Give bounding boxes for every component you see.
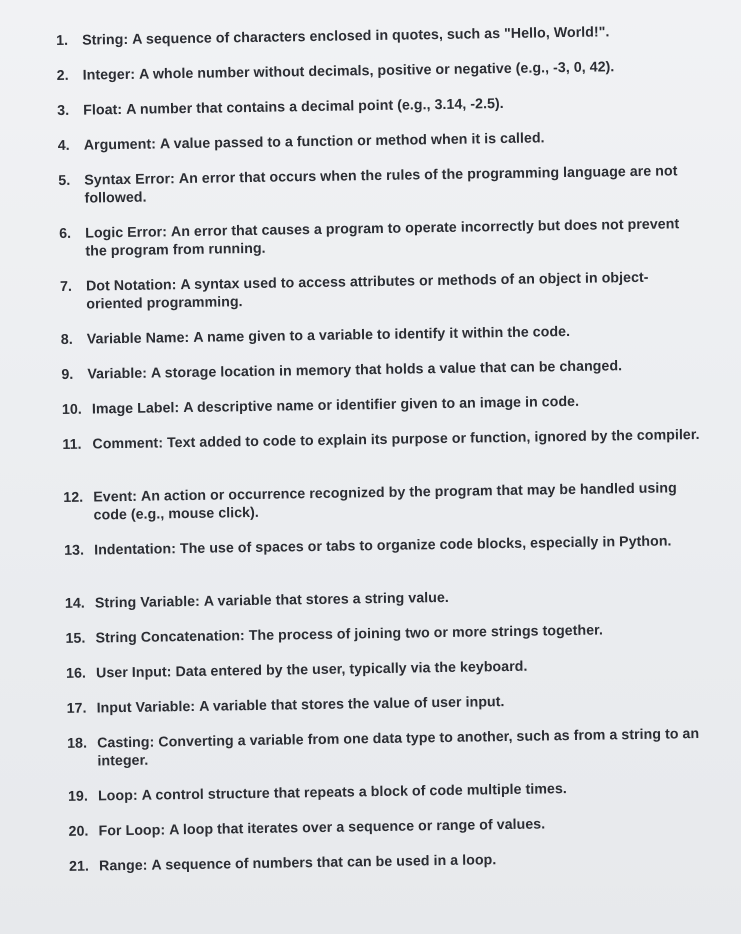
item-number: 21. bbox=[68, 858, 90, 875]
item-definition: The process of joining two or more strings together. bbox=[248, 622, 604, 645]
item-term: User Input : bbox=[96, 664, 172, 681]
item-number: 8. bbox=[60, 331, 73, 348]
item-definition: A control structure that repeats a block of code multiple times. bbox=[141, 781, 567, 804]
item-definition: A name given to a variable to identify it within the code. bbox=[193, 323, 571, 346]
item-number: 16. bbox=[65, 665, 87, 682]
item-number: 3. bbox=[57, 102, 70, 119]
item-number: 12. bbox=[63, 489, 84, 506]
item-number: 13. bbox=[64, 542, 85, 559]
item-term: Syntax Error : bbox=[84, 171, 175, 188]
item-term: Image Label : bbox=[92, 400, 180, 417]
item-definition: A descriptive name or identifier given to an image in code. bbox=[183, 393, 580, 417]
item-term: Loop : bbox=[98, 788, 138, 805]
item-term: Dot Notation : bbox=[86, 277, 177, 294]
item-number: 9. bbox=[61, 366, 74, 383]
item-term: Range : bbox=[99, 858, 148, 875]
item-definition: A variable that stores a string value. bbox=[203, 589, 449, 610]
item-term: Argument : bbox=[84, 136, 156, 153]
item-number: 15. bbox=[65, 630, 86, 647]
item-definition: A sequence of numbers that can be used in a loop. bbox=[151, 852, 497, 874]
item-definition: A whole number without decimals, positive or negative (e.g., -3, 0, 42). bbox=[138, 59, 615, 83]
item-number: 1. bbox=[56, 32, 69, 49]
item-number: 10. bbox=[61, 401, 82, 418]
item-definition: A storage location in memory that holds a value that can be changed. bbox=[150, 358, 623, 382]
glossary-sheet bbox=[56, 22, 709, 893]
item-definition: Text added to code to explain its purpose or function, ignored by the compiler. bbox=[166, 426, 700, 452]
item-number: 14. bbox=[64, 595, 85, 612]
item-definition: An error that causes a program to operate incorrectly but does not prevent the program from running. bbox=[85, 216, 680, 260]
item-term: String Concatenation : bbox=[95, 628, 244, 646]
item-number: 4. bbox=[57, 137, 70, 154]
item-number: 6. bbox=[59, 225, 72, 242]
item-term: String Variable : bbox=[95, 594, 200, 612]
item-definition: A syntax used to access attributes or methods of an object in object-oriented programming. bbox=[86, 269, 649, 313]
item-number: 17. bbox=[66, 700, 87, 717]
item-term: Input Variable : bbox=[97, 699, 196, 717]
item-term: Variable : bbox=[87, 366, 147, 383]
item-term: For Loop : bbox=[98, 822, 165, 839]
item-number: 18. bbox=[67, 735, 88, 752]
item-definition: A variable that stores the value of user input. bbox=[199, 694, 505, 715]
item-number: 11. bbox=[62, 436, 82, 453]
item-number: 20. bbox=[68, 823, 89, 840]
item-definition: A sequence of characters enclosed in quotes, such as "Hello, World!". bbox=[132, 24, 610, 48]
item-term: Casting : bbox=[97, 735, 154, 752]
glossary-list bbox=[56, 22, 709, 893]
item-term: Event : bbox=[93, 489, 137, 506]
item-term: Integer : bbox=[83, 67, 136, 84]
item-definition: Data entered by the user, typically via the keyboard. bbox=[175, 658, 528, 681]
item-number: 5. bbox=[58, 172, 71, 189]
item-term: Logic Error : bbox=[85, 224, 167, 241]
item-definition: The use of spaces or tabs to organize code blocks, especially in Python. bbox=[179, 533, 672, 558]
item-term: Comment : bbox=[92, 435, 163, 452]
item-definition: A value passed to a function or method when it is called. bbox=[159, 130, 545, 153]
item-definition: A number that contains a decimal point (e.g., 3.14, -2.5). bbox=[126, 95, 504, 118]
item-definition: An error that occurs when the rules of the programming language are not followed. bbox=[84, 163, 678, 207]
item-number: 7. bbox=[59, 278, 73, 295]
item-term: Float : bbox=[83, 102, 122, 119]
item-number: 19. bbox=[67, 788, 89, 805]
item-definition: Converting a variable from one data type to another, such as from a string to an integer. bbox=[97, 725, 700, 770]
item-number: 2. bbox=[56, 67, 69, 84]
item-term: Variable Name : bbox=[87, 330, 190, 348]
item-definition: An action or occurrence recognized by the program that may be handled using code (e.g., mouse click). bbox=[93, 480, 677, 524]
item-term: Indentation : bbox=[94, 541, 176, 558]
item-term: String : bbox=[82, 32, 128, 49]
item-definition: A loop that iterates over a sequence or range of values. bbox=[169, 816, 546, 839]
